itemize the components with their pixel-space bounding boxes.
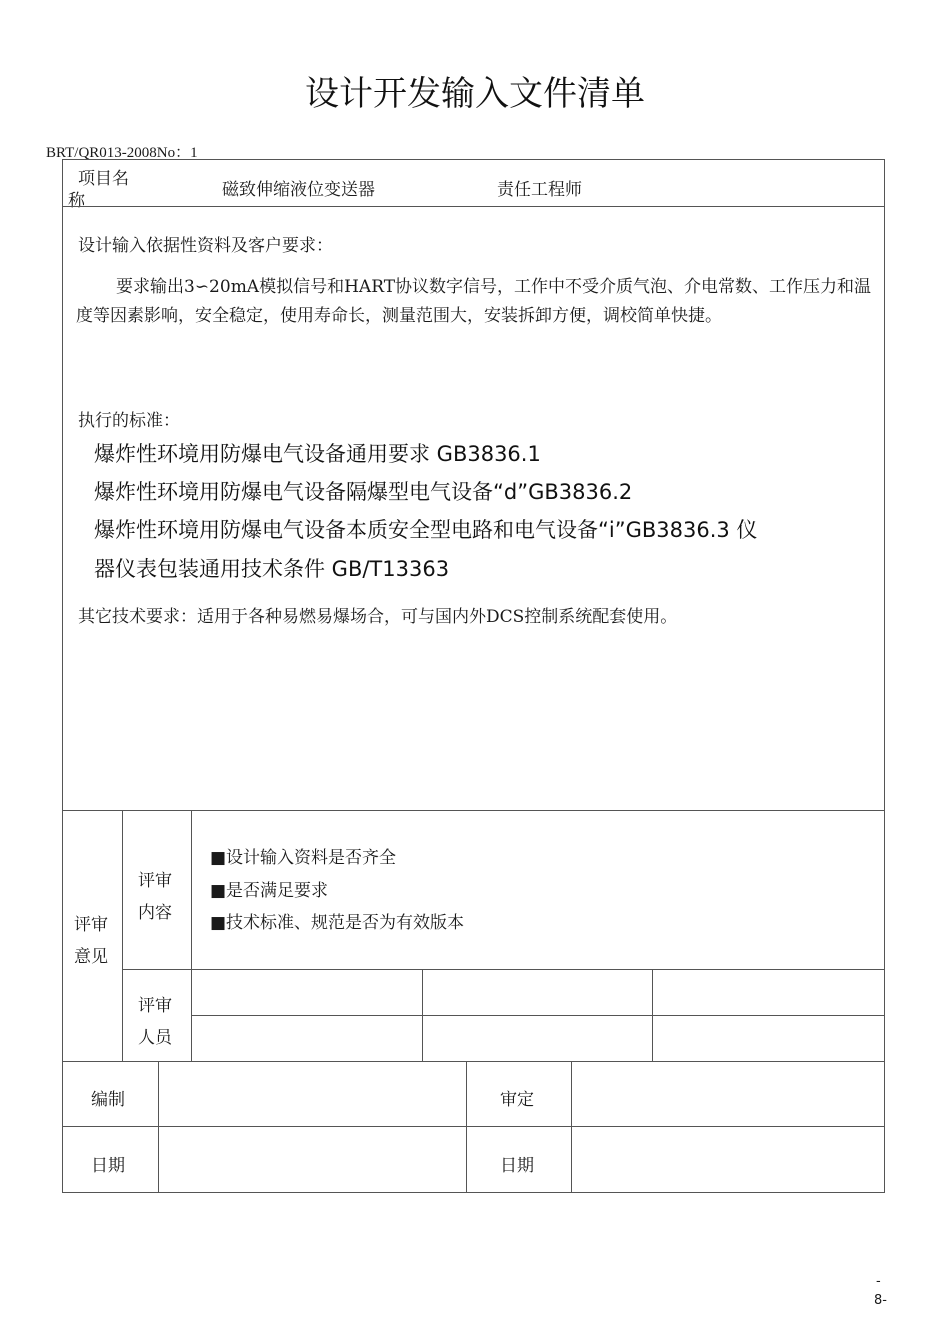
- approve-label: 审定: [500, 1090, 534, 1110]
- review-content-label-1: 评审: [138, 871, 172, 891]
- standard-item: 爆炸性环境用防爆电气设备隔爆型电气设备“d”GB3836.2: [94, 480, 633, 504]
- footer-table: [62, 1061, 885, 1193]
- other-requirements: 其它技术要求：适用于各种易燃易爆场合，可与国内外DCS控制系统配套使用。: [78, 607, 678, 627]
- date-label-right: 日期: [500, 1156, 534, 1176]
- standard-item: 爆炸性环境用防爆电气设备本质安全型电路和电气设备“i”GB3836.3 仪: [94, 518, 758, 542]
- project-label-line1: 项目名: [78, 169, 129, 189]
- page-dash: -: [876, 1274, 881, 1289]
- review-opinion-label-2: 意见: [74, 947, 108, 967]
- review-content-label-2: 内容: [138, 903, 172, 923]
- review-check-item: ■是否满足要求: [210, 881, 329, 901]
- review-people-label-1: 评审: [138, 996, 172, 1016]
- engineer-label: 责任工程师: [497, 180, 582, 200]
- compile-label: 编制: [91, 1090, 125, 1110]
- review-section: [62, 810, 885, 1062]
- document-number: BRT/QR013-2008No：1: [46, 145, 198, 161]
- review-check-item: ■技术标准、规范是否为有效版本: [210, 913, 465, 933]
- review-check-item: ■设计输入资料是否齐全: [210, 848, 397, 868]
- standard-item: 爆炸性环境用防爆电气设备通用要求 GB3836.1: [94, 442, 541, 466]
- basis-heading: 设计输入依据性资料及客户要求：: [78, 236, 333, 256]
- project-label-line2: 称: [68, 191, 85, 211]
- standard-item: 器仪表包装通用技术条件 GB/T13363: [94, 557, 450, 581]
- page-title: 设计开发输入文件清单: [305, 74, 645, 114]
- basis-paragraph: 要求输出3∽20mA模拟信号和HART协议数字信号，工作中不受介质气泡、介电常数、工作压力和温度等因素影响，安全稳定，使用寿命长，测量范围大，安装拆卸方便，调校简单快捷。: [76, 277, 872, 326]
- review-opinion-label-1: 评审: [74, 915, 108, 935]
- review-people-label-2: 人员: [138, 1028, 172, 1048]
- page-number: 8-: [874, 1293, 887, 1308]
- project-name-value: 磁致伸缩液位变送器: [222, 180, 375, 200]
- standards-heading: 执行的标准：: [78, 411, 180, 431]
- date-label-left: 日期: [91, 1156, 125, 1176]
- header-row: [62, 159, 885, 207]
